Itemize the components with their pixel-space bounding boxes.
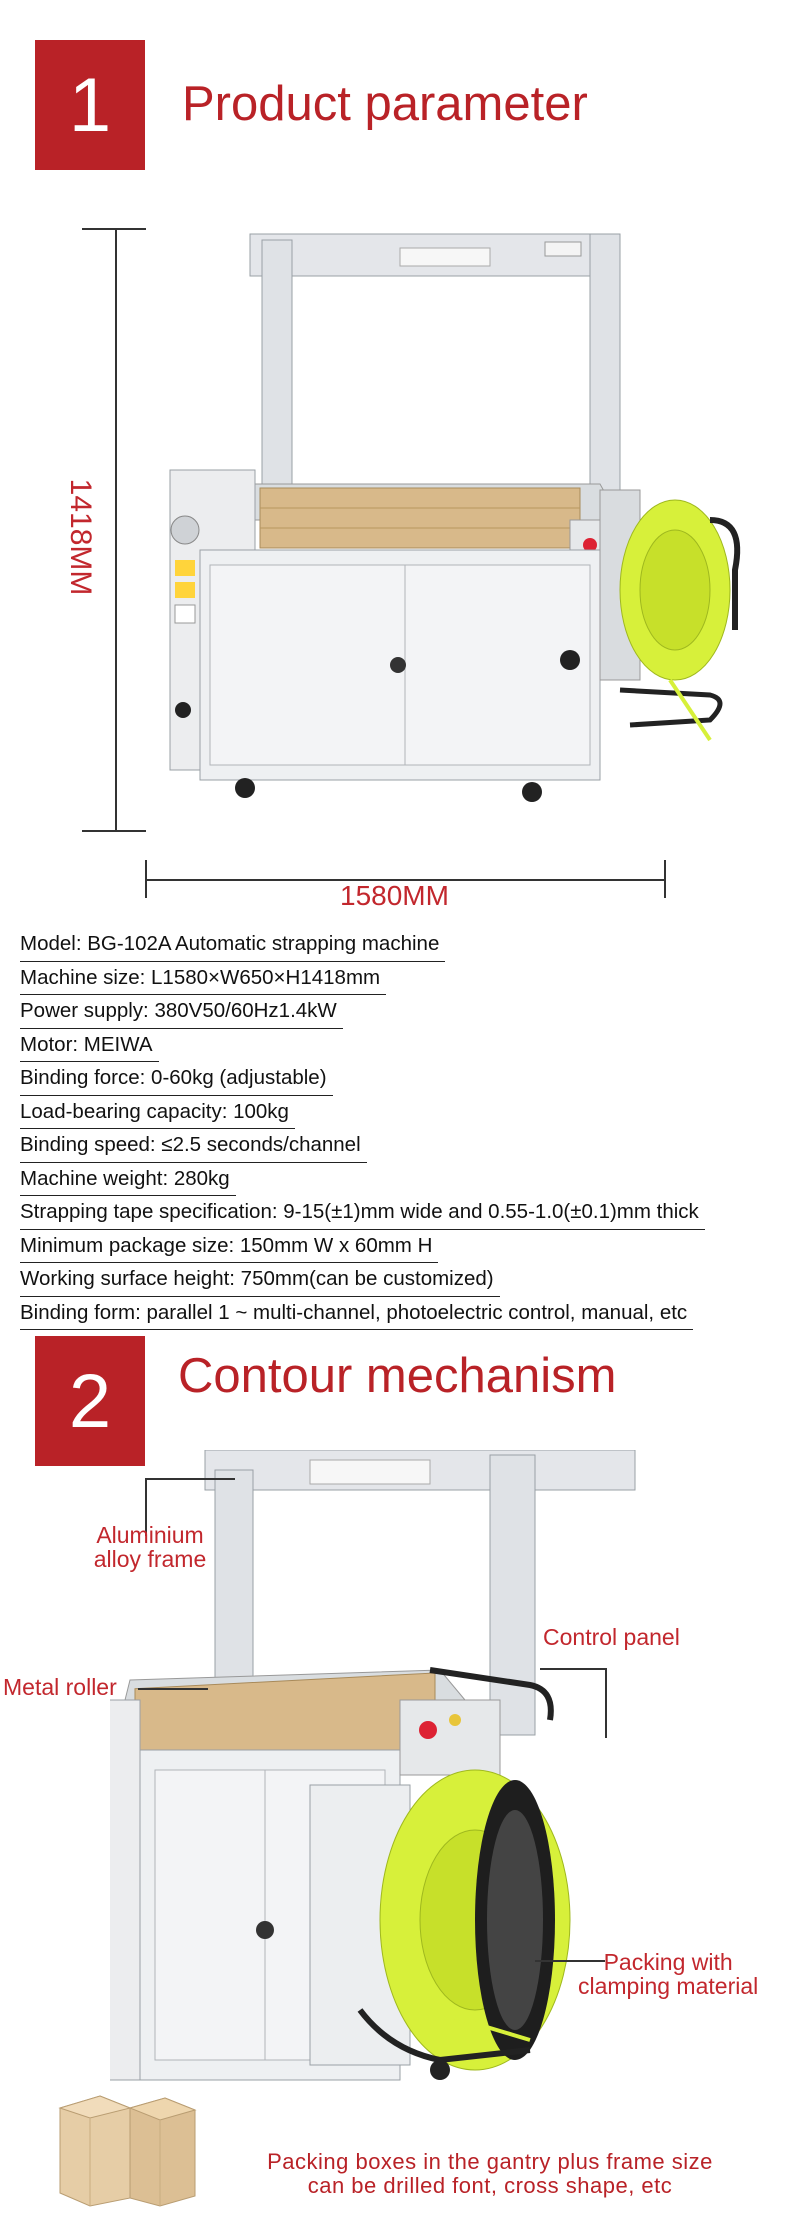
footer-note [205, 2150, 775, 2198]
spec-working-height: Working surface height: 750mm(can be customized) [20, 1263, 500, 1297]
callout-aluminium-frame-line2: alloy frame [93, 1546, 207, 1572]
spec-binding-speed: Binding speed: ≤2.5 seconds/channel [20, 1129, 367, 1163]
width-dimension-right-tick [664, 860, 666, 898]
callout-aluminium-frame [65, 1523, 235, 1571]
height-dimension-line [115, 228, 117, 830]
callout-metal-roller: Metal roller [3, 1674, 117, 1700]
footer-line1: Packing boxes in the gantry plus frame size [267, 2149, 713, 2174]
metal-roller-callout-line [138, 1688, 208, 1690]
spec-power-supply: Power supply: 380V50/60Hz1.4kW [20, 995, 343, 1029]
strapping-machine-image [150, 220, 770, 840]
spec-binding-force: Binding force: 0-60kg (adjustable) [20, 1062, 333, 1096]
height-dimension-bottom-tick [82, 830, 146, 832]
spec-machine-size: Machine size: L1580×W650×H1418mm [20, 962, 386, 996]
spec-machine-weight: Machine weight: 280kg [20, 1163, 236, 1197]
packing-boxes-image [55, 2088, 205, 2208]
width-dimension-label: 1580MM [340, 880, 449, 911]
section-number-1: 1 [35, 40, 145, 170]
section-number-2: 2 [35, 1336, 145, 1466]
control-panel-callout-line-horizontal [540, 1668, 605, 1670]
frame-callout-line-horizontal [145, 1478, 235, 1480]
footer-line2: can be drilled font, cross shape, etc [307, 2173, 673, 2198]
callout-aluminium-frame-line1: Aluminium [96, 1522, 204, 1548]
callout-packing-line1: Packing with [603, 1949, 733, 1975]
callout-packing-line2: clamping material [578, 1973, 759, 1999]
spec-model: Model: BG-102A Automatic strapping machine [20, 928, 445, 962]
control-panel-callout-line-vertical [605, 1668, 607, 1738]
height-dimension-top-tick [82, 228, 146, 230]
spec-tape-specification: Strapping tape specification: 9-15(±1)mm wide and 0.55-1.0(±0.1)mm thick [20, 1196, 705, 1230]
height-dimension-label: 1418MM [64, 478, 97, 596]
spec-load-capacity: Load-bearing capacity: 100kg [20, 1096, 295, 1130]
callout-control-panel: Control panel [543, 1624, 680, 1650]
spec-binding-form: Binding form: parallel 1 ~ multi-channel, photoelectric control, manual, etc [20, 1297, 693, 1331]
spec-list [20, 928, 790, 1330]
spec-min-package-size: Minimum package size: 150mm W x 60mm H [20, 1230, 438, 1264]
spec-motor: Motor: MEIWA [20, 1029, 159, 1063]
section-title-product-parameter: Product parameter [182, 77, 588, 131]
section-title-contour-mechanism: Contour mechanism [178, 1349, 617, 1403]
callout-packing-clamping [578, 1950, 758, 1998]
